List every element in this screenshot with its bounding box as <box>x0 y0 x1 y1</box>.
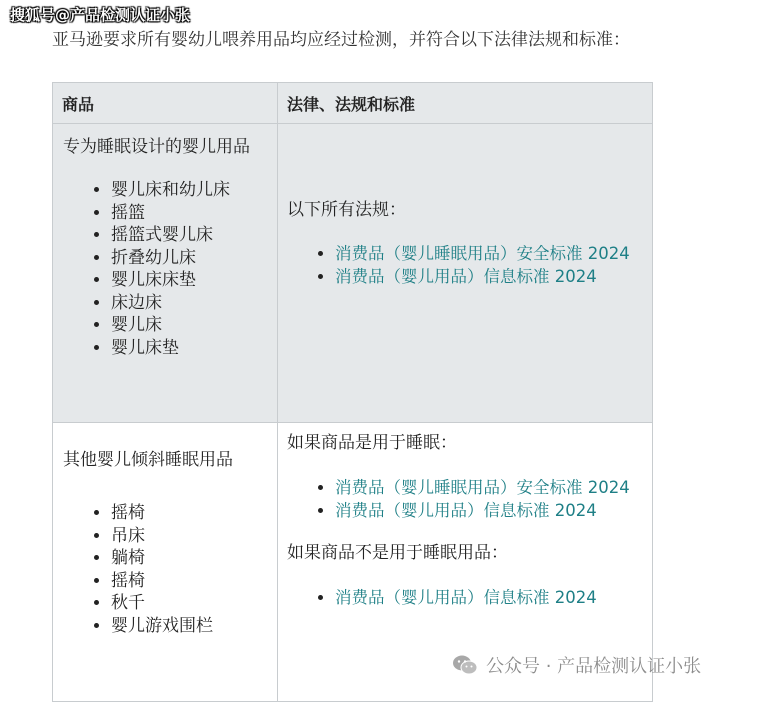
standards-list <box>287 243 643 288</box>
law-intro: 以下所有法规： <box>287 200 406 220</box>
standard-link[interactable]: 消费品（婴儿睡眠用品）安全标准 2024 <box>335 244 630 263</box>
list-item: • 摇篮式婴儿床 <box>111 224 267 247</box>
list-item: • 婴儿床床垫 <box>111 269 267 292</box>
watermark-source: 搜狐号@产品检测认证小张 <box>10 6 191 24</box>
footer-watermark-text: 公众号 · 产品检测认证小张 <box>486 656 702 677</box>
product-title: 其他婴儿倾斜睡眠用品 <box>63 450 233 470</box>
list-item: • 婴儿床垫 <box>111 337 267 360</box>
intro-text: 亚马逊要求所有婴幼儿喂养用品均应经过检测，并符合以下法律法规和标准： <box>52 30 630 50</box>
standard-link[interactable]: 消费品（婴儿用品）信息标准 2024 <box>335 500 597 520</box>
list-item <box>335 266 643 289</box>
standards-list <box>287 477 643 522</box>
list-item: • 摇篮 <box>111 202 267 225</box>
standard-link[interactable]: 消费品（婴儿用品）信息标准 2024 <box>335 266 597 286</box>
header-product: 商品 <box>53 83 278 124</box>
list-item: • 吊床 <box>111 525 267 548</box>
product-title: 专为睡眠设计的婴儿用品 <box>63 137 250 157</box>
list-item <box>335 587 643 610</box>
product-cell <box>53 423 278 702</box>
list-item: • 摇椅 <box>111 502 267 525</box>
product-list <box>63 502 267 637</box>
standard-link[interactable]: 消费品（婴儿睡眠用品）安全标准 2024 <box>335 478 630 497</box>
table-row <box>53 124 653 423</box>
product-list <box>63 179 267 359</box>
list-item: • 摇椅 <box>111 570 267 593</box>
product-cell <box>53 124 278 423</box>
law-intro-sleep: 如果商品是用于睡眠： <box>287 433 457 453</box>
list-item: • 婴儿游戏围栏 <box>111 615 267 638</box>
list-item <box>335 477 643 500</box>
table-header-row <box>53 83 653 124</box>
list-item <box>335 243 643 266</box>
list-item: • 折叠幼儿床 <box>111 247 267 270</box>
wechat-icon <box>452 654 478 676</box>
list-item: • 秋千 <box>111 592 267 615</box>
list-item: • 床边床 <box>111 292 267 315</box>
footer-watermark <box>452 652 701 678</box>
list-item <box>335 500 643 523</box>
standards-list <box>287 587 643 610</box>
header-laws: 法律、法规和标准 <box>278 83 653 124</box>
standard-link[interactable]: 消费品（婴儿用品）信息标准 2024 <box>335 588 597 607</box>
requirements-table <box>52 82 653 702</box>
law-cell <box>278 124 653 423</box>
law-intro-not-sleep: 如果商品不是用于睡眠用品： <box>287 543 508 563</box>
list-item: • 婴儿床和幼儿床 <box>111 179 267 202</box>
list-item: • 婴儿床 <box>111 314 267 337</box>
list-item: • 躺椅 <box>111 547 267 570</box>
